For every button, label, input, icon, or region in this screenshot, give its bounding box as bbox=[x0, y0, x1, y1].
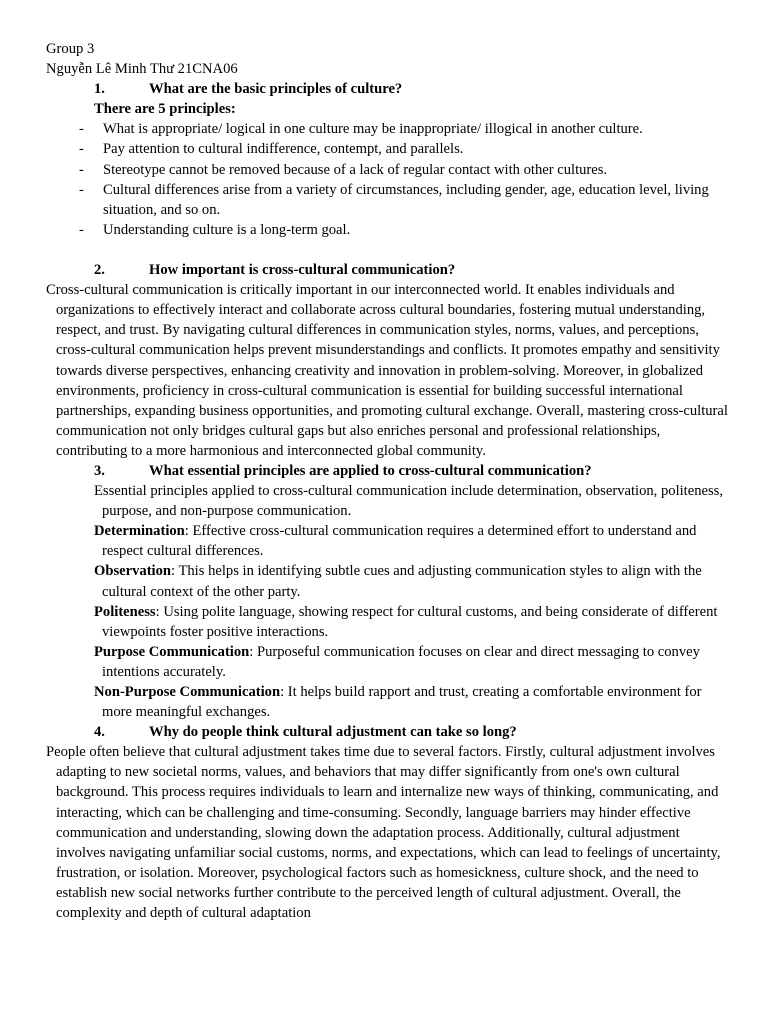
question-2-title: How important is cross-cultural communication? bbox=[149, 262, 456, 279]
bullet-dash: - bbox=[79, 121, 84, 138]
question-4-title: Why do people think cultural adjustment can take so long? bbox=[149, 724, 517, 741]
list-item-text: Understanding culture is a long-term goal. bbox=[103, 221, 351, 238]
list-item-text: Pay attention to cultural indifference, contempt, and parallels. bbox=[103, 141, 464, 158]
principle-description: : It helps build rapport and trust, creating a comfortable environment for more meaningful exchanges. bbox=[102, 684, 702, 721]
question-2-number: 2. bbox=[94, 262, 105, 279]
question-3-title: What essential principles are applied to cross-cultural communication? bbox=[149, 462, 592, 479]
list-item-text: Stereotype cannot be removed because of a lack of regular contact with other cultures. bbox=[103, 161, 608, 178]
principle-non-purpose-communication bbox=[94, 682, 728, 722]
list-item bbox=[46, 119, 728, 139]
paragraph-spacer bbox=[46, 240, 728, 260]
question-4-answer: People often believe that cultural adjustment takes time due to several factors. Firstly, cultural adjustment involves adapting to new societal norms, values, and behaviors that may differ significantly from one's own cultural background. This process requires individuals to learn and internalize new ways of thinking, communicating, and interacting, which can be challenging and time-consuming. Secondly, language barriers may hinder effective communication and understanding, slowing down the adaptation process. Additionally, cultural adjustment involves navigating unfamiliar social customs, norms, and expectations, which can lead to feelings of uncertainty, frustration, or isolation. Moreover, psychological factors such as homesickness, culture shock, and the need to establish new social networks further contribute to the perceived length of cultural adjustment. Overall, the complexity and depth of cultural adaptation bbox=[46, 744, 721, 922]
question-1-intro: There are 5 principles: bbox=[94, 101, 236, 118]
question-3-heading bbox=[94, 461, 728, 481]
question-1-title: What are the basic principles of culture? bbox=[149, 81, 403, 98]
principle-observation bbox=[94, 561, 728, 601]
principle-determination bbox=[94, 521, 728, 561]
principle-term: Observation bbox=[94, 563, 172, 580]
principle-term: Purpose Communication bbox=[94, 643, 250, 660]
list-item bbox=[46, 160, 728, 180]
group-label: Group 3 bbox=[46, 41, 95, 57]
question-4-number: 4. bbox=[94, 724, 105, 741]
list-item bbox=[46, 180, 728, 220]
bullet-dash: - bbox=[79, 181, 84, 198]
bullet-dash: - bbox=[79, 221, 84, 238]
author-line: Nguyễn Lê Minh Thư 21CNA06 bbox=[46, 61, 238, 78]
principle-description: : Effective cross-cultural communication requires a determined effort to understand and respect cultural differences. bbox=[102, 523, 697, 560]
bullet-dash: - bbox=[79, 161, 84, 178]
question-3-intro: Essential principles applied to cross-cultural communication include determination, observation, politeness, purpose, and non-purpose communication. bbox=[94, 483, 723, 520]
principle-term: Determination bbox=[94, 523, 185, 540]
question-3-number: 3. bbox=[94, 462, 105, 479]
principle-politeness bbox=[94, 602, 728, 642]
principle-description: : Purposeful communication focuses on clear and direct messaging to convey intentions accurately. bbox=[102, 643, 700, 680]
question-1-heading bbox=[94, 79, 728, 99]
question-2-heading bbox=[94, 260, 728, 280]
question-2-answer: Cross-cultural communication is critically important in our interconnected world. It enables individuals and organizations to effectively interact and collaborate across cultural boundaries, fostering mutual understanding, respect, and trust. By navigating cultural differences in communication styles, norms, values, and perceptions, cross-cultural communication helps prevent misunderstandings and conflicts. It promotes empathy and sensitivity towards diverse perspectives, enhancing creativity and innovation in problem-solving. Moreover, in globalized environments, proficiency in cross-cultural communication is essential for building successful international partnerships, expanding business opportunities, and promoting cultural exchange. Overall, mastering cross-cultural communication not only bridges cultural gaps but also enriches personal and professional relationships, contributing to a more harmonious and interconnected global community. bbox=[46, 282, 728, 459]
principle-description: : This helps in identifying subtle cues and adjusting communication styles to align with the cultural context of the other party. bbox=[102, 563, 702, 600]
principles-list bbox=[46, 119, 728, 240]
principle-term: Non-Purpose Communication bbox=[94, 684, 281, 700]
list-item bbox=[46, 139, 728, 159]
question-4-heading bbox=[94, 722, 728, 742]
list-item bbox=[46, 220, 728, 240]
principle-purpose-communication bbox=[94, 642, 728, 682]
bullet-dash: - bbox=[79, 141, 84, 158]
list-item-text: What is appropriate/ logical in one culture may be inappropriate/ illogical in another culture. bbox=[103, 121, 643, 138]
principle-description: : Using polite language, showing respect for cultural customs, and being considerate of different viewpoints foster positive interactions. bbox=[102, 603, 718, 640]
principle-term: Politeness bbox=[94, 603, 156, 620]
question-1-number: 1. bbox=[94, 81, 105, 98]
list-item-text: Cultural differences arise from a variety of circumstances, including gender, age, education level, living situation, and so on. bbox=[103, 181, 709, 218]
